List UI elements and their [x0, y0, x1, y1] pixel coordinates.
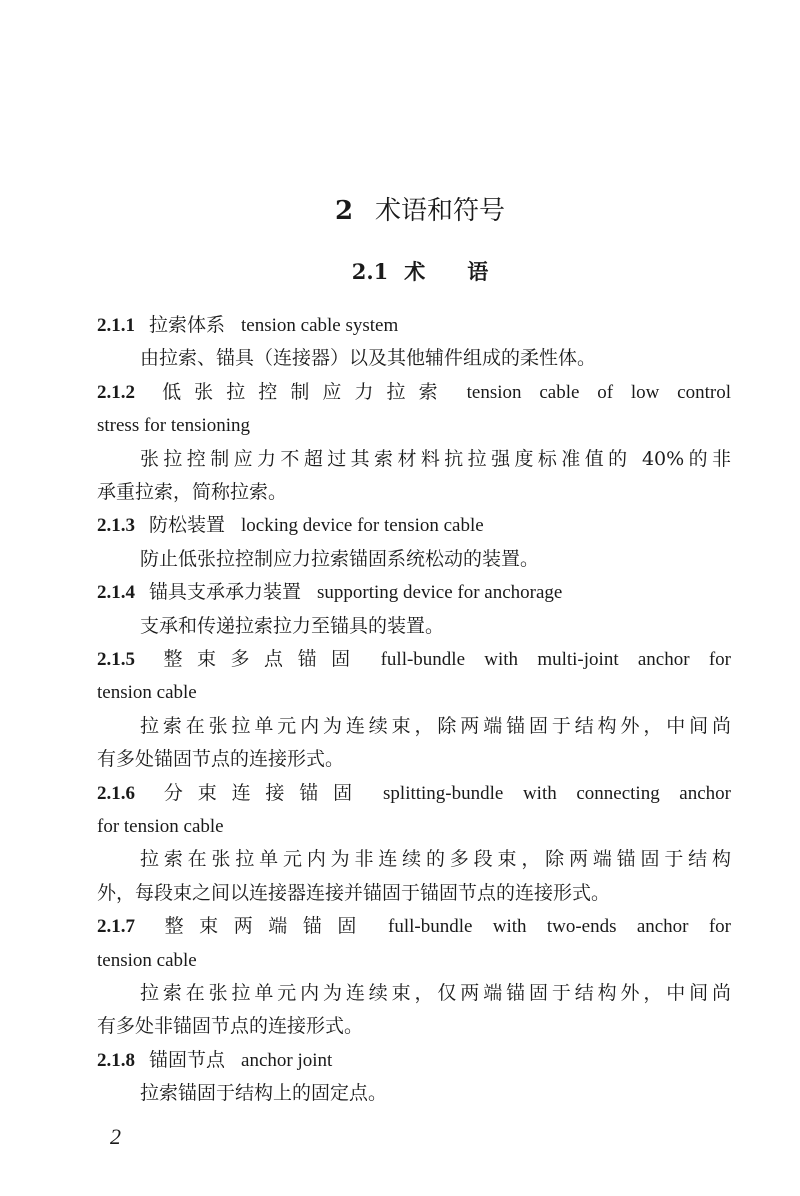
term-chinese: 整束两端锚固 [149, 915, 372, 938]
term-number: 2.1.2 [97, 381, 135, 403]
term-heading [97, 376, 731, 409]
term-definition: 有多处锚固节点的连接形式。 [97, 748, 345, 771]
term-definition: 由拉索、锚具（连接器）以及其他辅件组成的柔性体。 [140, 347, 597, 370]
term-definition: 支承和传递拉索拉力至锚具的装置。 [140, 614, 445, 637]
term-chinese: 拉索体系 [149, 314, 226, 336]
section-number: 2.1 [351, 259, 389, 284]
term-number: 2.1.7 [97, 916, 135, 938]
term-english-cont: stress for tensioning [97, 415, 251, 437]
term-english: tension cable system [241, 315, 399, 336]
term-heading [97, 509, 731, 542]
term-heading [97, 643, 731, 676]
term-english-cont: for tension cable [97, 816, 224, 837]
term-english: anchor joint [241, 1049, 333, 1071]
term-definition: 张拉控制应力不超过其索材料抗拉强度标准值的 40%的非 [140, 447, 731, 470]
term-english: supporting device for anchorage [317, 582, 563, 604]
term-heading [97, 777, 731, 810]
term-definition: 拉索在张拉单元内为连续束，除两端锚固于结构外，中间尚 [140, 714, 731, 737]
term-english: splitting-bundle with connecting anchor [383, 782, 731, 804]
term-heading [97, 910, 731, 943]
term-english: tension cable of low control [466, 381, 731, 403]
chapter-title-text: 术语和符号 [375, 196, 506, 226]
term-chinese: 整束多点锚固 [149, 648, 365, 670]
term-english: full-bundle with multi-joint anchor for [380, 649, 731, 670]
term-chinese: 分束连接锚固 [149, 781, 368, 804]
term-chinese: 低张拉控制应力拉索 [149, 380, 451, 403]
term-number: 2.1.1 [97, 315, 135, 336]
term-definition: 承重拉索，简称拉索。 [97, 481, 288, 503]
term-definition: 拉索锚固于结构上的固定点。 [140, 1082, 388, 1105]
term-definition: 有多处非锚固节点的连接形式。 [97, 1015, 364, 1038]
page-number: 2 [110, 1124, 121, 1149]
term-number: 2.1.6 [97, 782, 135, 804]
section-heading [0, 256, 800, 286]
term-chinese: 防松装置 [149, 514, 226, 537]
term-definition: 防止低张拉控制应力拉索锚固系统松动的装置。 [140, 547, 540, 570]
term-definition: 外，每段束之间以连接器连接并锚固于锚固节点的连接形式。 [97, 881, 611, 904]
term-english-cont: tension cable [97, 682, 197, 704]
term-definition: 拉索在张拉单元内为非连续的多段束，除两端锚固于结构 [140, 848, 731, 871]
term-number: 2.1.3 [97, 515, 135, 537]
term-number: 2.1.8 [97, 1049, 135, 1071]
term-number: 2.1.5 [97, 649, 135, 670]
chapter-number: 2 [334, 196, 354, 226]
term-english: locking device for tension cable [241, 515, 484, 537]
term-definition: 拉索在张拉单元内为连续束，仅两端锚固于结构外，中间尚 [140, 982, 731, 1004]
term-english-cont: tension cable [97, 949, 197, 971]
chapter-title [0, 190, 800, 227]
term-heading [97, 1044, 731, 1077]
term-chinese: 锚具支承承力装置 [149, 581, 302, 604]
section-title: 术 语 [404, 259, 489, 284]
term-chinese: 锚固节点 [149, 1048, 226, 1071]
term-heading [97, 576, 731, 609]
term-number: 2.1.4 [97, 582, 135, 604]
term-english: full-bundle with two-ends anchor for [388, 916, 731, 938]
term-heading [97, 309, 731, 342]
